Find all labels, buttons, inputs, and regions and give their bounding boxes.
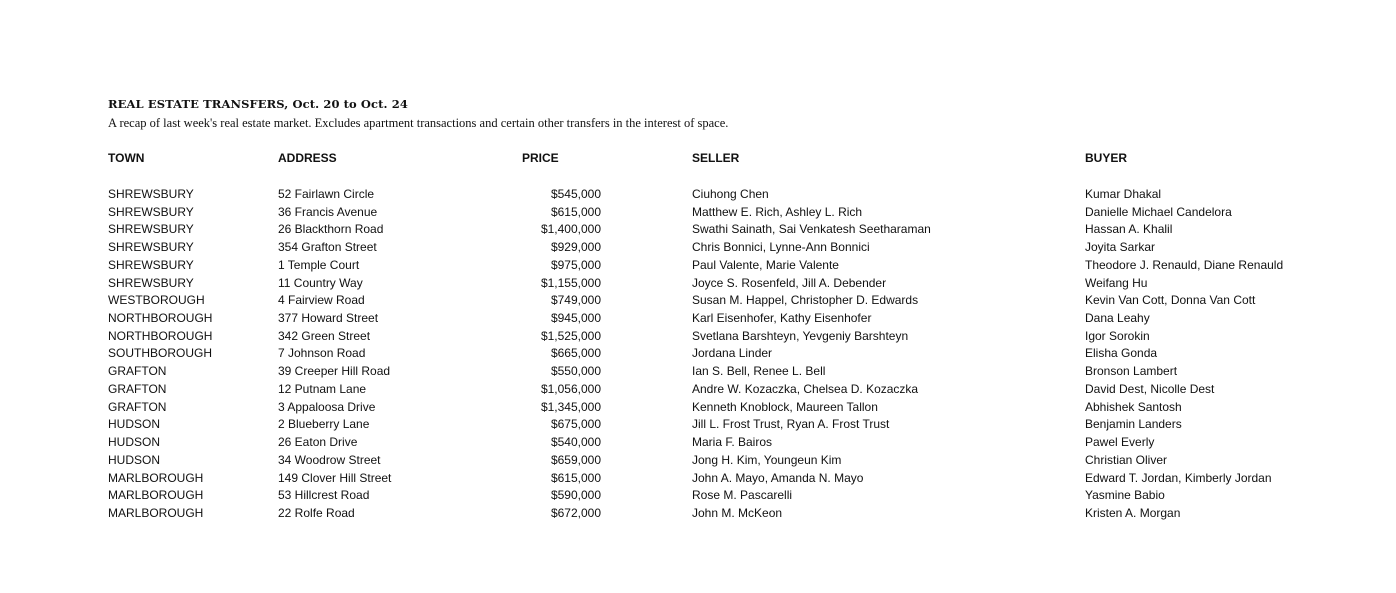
cell-town: WESTBOROUGH <box>108 293 205 308</box>
cell-town: NORTHBOROUGH <box>108 328 213 343</box>
cell-buyer: Kumar Dhakal <box>1085 187 1162 201</box>
table-row <box>0 398 1396 416</box>
table-row <box>0 220 1396 238</box>
cell-buyer: Abhishek Santosh <box>1085 399 1182 414</box>
cell-seller: Svetlana Barshteyn, Yevgeniy Barshteyn <box>692 328 909 343</box>
cell-town: SHREWSBURY <box>108 204 194 219</box>
table-row <box>0 469 1396 487</box>
cell-town: GRAFTON <box>108 381 167 396</box>
cell-price: $659,000 <box>550 452 601 467</box>
cell-town: SOUTHBOROUGH <box>108 346 213 361</box>
cell-address: 52 Fairlawn Circle <box>278 187 375 201</box>
table-row <box>0 238 1396 256</box>
cell-address: 26 Blackthorn Road <box>278 222 384 237</box>
cell-buyer: Bronson Lambert <box>1085 364 1178 379</box>
cell-address: 4 Fairview Road <box>278 293 365 308</box>
table-row <box>0 309 1396 327</box>
cell-buyer: Theodore J. Renauld, Diane Renauld <box>1085 257 1284 272</box>
cell-buyer: Kristen A. Morgan <box>1085 505 1181 520</box>
cell-seller: Matthew E. Rich, Ashley L. Rich <box>692 204 863 219</box>
cell-seller: Maria F. Bairos <box>692 435 773 450</box>
cell-price: $1,400,000 <box>540 222 601 237</box>
cell-seller: Karl Eisenhofer, Kathy Eisenhofer <box>692 311 872 326</box>
cell-address: 342 Green Street <box>278 328 371 343</box>
table-row <box>0 185 1396 203</box>
cell-price: $675,000 <box>550 417 601 432</box>
cell-buyer: Dana Leahy <box>1085 311 1150 326</box>
cell-buyer: Igor Sorokin <box>1085 328 1150 343</box>
table-row <box>0 203 1396 221</box>
cell-buyer: Pawel Everly <box>1085 435 1155 450</box>
cell-seller: Jill L. Frost Trust, Ryan A. Frost Trust <box>692 417 890 432</box>
cell-address: 3 Appaloosa Drive <box>278 399 376 414</box>
cell-price: $1,056,000 <box>540 381 601 396</box>
cell-town: NORTHBOROUGH <box>108 311 213 326</box>
cell-price: $945,000 <box>550 311 601 326</box>
column-header-town: TOWN <box>108 151 145 165</box>
cell-address: 1 Temple Court <box>278 257 360 272</box>
table-row <box>0 256 1396 274</box>
cell-town: HUDSON <box>108 435 161 450</box>
cell-town: MARLBOROUGH <box>108 505 204 520</box>
cell-buyer: Hassan A. Khalil <box>1085 222 1173 237</box>
table-row <box>0 327 1396 345</box>
cell-address: 22 Rolfe Road <box>278 505 355 520</box>
cell-seller: Ian S. Bell, Renee L. Bell <box>692 364 826 379</box>
cell-town: GRAFTON <box>108 399 167 414</box>
cell-buyer: David Dest, Nicolle Dest <box>1085 381 1215 396</box>
cell-price: $540,000 <box>550 435 601 450</box>
cell-seller: Jordana Linder <box>692 346 773 361</box>
cell-seller: Jong H. Kim, Youngeun Kim <box>692 452 842 467</box>
cell-price: $1,155,000 <box>540 275 601 290</box>
table-row <box>0 504 1396 522</box>
cell-buyer: Kevin Van Cott, Donna Van Cott <box>1085 293 1256 308</box>
cell-buyer: Edward T. Jordan, Kimberly Jordan <box>1085 470 1272 485</box>
cell-town: SHREWSBURY <box>108 240 194 255</box>
cell-address: 53 Hillcrest Road <box>278 488 370 503</box>
cell-seller: Susan M. Happel, Christopher D. Edwards <box>692 293 919 308</box>
cell-address: 7 Johnson Road <box>278 346 366 361</box>
cell-address: 11 Country Way <box>278 275 363 290</box>
cell-seller: Rose M. Pascarelli <box>692 488 793 503</box>
cell-address: 36 Francis Avenue <box>278 204 378 219</box>
table-row <box>0 415 1396 433</box>
cell-town: MARLBOROUGH <box>108 488 204 503</box>
cell-buyer: Elisha Gonda <box>1085 346 1158 361</box>
cell-price: $550,000 <box>550 364 601 379</box>
cell-seller: John A. Mayo, Amanda N. Mayo <box>692 470 864 485</box>
cell-price: $929,000 <box>550 240 601 255</box>
table-row <box>0 362 1396 380</box>
cell-seller: Ciuhong Chen <box>692 187 769 201</box>
cell-town: HUDSON <box>108 417 161 432</box>
cell-price: $672,000 <box>550 505 601 520</box>
table-row <box>0 344 1396 362</box>
cell-seller: Paul Valente, Marie Valente <box>692 257 839 272</box>
cell-buyer: Benjamin Landers <box>1085 417 1182 432</box>
cell-address: 34 Woodrow Street <box>278 452 381 467</box>
cell-buyer: Christian Oliver <box>1085 452 1168 467</box>
cell-price: $615,000 <box>550 470 601 485</box>
cell-town: SHREWSBURY <box>108 187 194 201</box>
cell-address: 377 Howard Street <box>278 311 379 326</box>
cell-buyer: Yasmine Babio <box>1085 488 1165 503</box>
cell-address: 149 Clover Hill Street <box>278 470 392 485</box>
cell-seller: Andre W. Kozaczka, Chelsea D. Kozaczka <box>692 381 919 396</box>
cell-seller: Chris Bonnici, Lynne-Ann Bonnici <box>692 240 870 255</box>
cell-price: $975,000 <box>550 257 601 272</box>
table-row <box>0 433 1396 451</box>
cell-town: HUDSON <box>108 452 161 467</box>
page-subtitle: A recap of last week's real estate market. Excludes apartment transactions and certain other transfers in the interest of space. <box>108 116 729 130</box>
column-header-seller: SELLER <box>692 151 740 165</box>
cell-price: $665,000 <box>550 346 601 361</box>
cell-price: $1,345,000 <box>540 399 601 414</box>
cell-seller: Kenneth Knoblock, Maureen Tallon <box>692 399 878 414</box>
cell-buyer: Joyita Sarkar <box>1085 240 1156 255</box>
cell-town: SHREWSBURY <box>108 275 194 290</box>
cell-town: GRAFTON <box>108 364 167 379</box>
cell-price: $615,000 <box>550 204 601 219</box>
cell-seller: Swathi Sainath, Sai Venkatesh Seetharaman <box>692 222 931 237</box>
cell-town: SHREWSBURY <box>108 257 194 272</box>
column-header-address: ADDRESS <box>278 151 337 165</box>
cell-address: 39 Creeper Hill Road <box>278 364 391 379</box>
cell-buyer: Weifang Hu <box>1085 275 1148 290</box>
table-row <box>0 451 1396 469</box>
cell-address: 12 Putnam Lane <box>278 381 367 396</box>
column-header-price: PRICE <box>522 151 559 165</box>
cell-buyer: Danielle Michael Candelora <box>1085 204 1232 219</box>
cell-town: MARLBOROUGH <box>108 470 204 485</box>
table-row <box>0 274 1396 292</box>
cell-address: 2 Blueberry Lane <box>278 417 370 432</box>
table-row <box>0 486 1396 504</box>
cell-seller: Joyce S. Rosenfeld, Jill A. Debender <box>692 275 887 290</box>
cell-price: $545,000 <box>550 187 601 201</box>
page-title: REAL ESTATE TRANSFERS, Oct. 20 to Oct. 24 <box>108 97 408 111</box>
cell-address: 354 Grafton Street <box>278 240 377 255</box>
column-header-buyer: BUYER <box>1085 151 1128 165</box>
cell-price: $749,000 <box>550 293 601 308</box>
table-row <box>0 291 1396 309</box>
cell-price: $1,525,000 <box>540 328 601 343</box>
cell-address: 26 Eaton Drive <box>278 435 358 450</box>
table-row <box>0 380 1396 398</box>
cell-seller: John M. McKeon <box>692 505 783 520</box>
cell-town: SHREWSBURY <box>108 222 194 237</box>
cell-price: $590,000 <box>550 488 601 503</box>
